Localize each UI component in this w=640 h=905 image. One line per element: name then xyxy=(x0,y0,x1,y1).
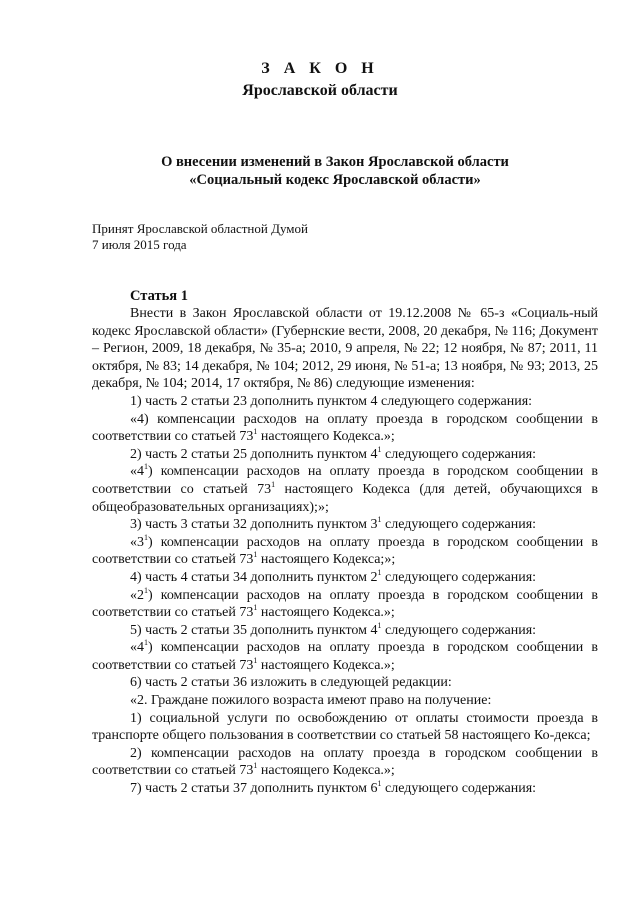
item-6-quote: «2. Граждане пожилого возраста имеют право на получение: xyxy=(130,693,492,709)
item-2: 2) часть 2 статьи 25 дополнить пунктом $4^1$ следующего содержания: xyxy=(130,444,537,462)
adopted-date: 7 июля 2015 года xyxy=(92,237,187,252)
article-body xyxy=(92,305,598,798)
item-5: 5) часть 2 статьи 35 дополнить пунктом $4^1$ следующего содержания: xyxy=(130,620,537,638)
subject-line-1: О внесении изменений в Закон Ярославской области xyxy=(161,154,509,170)
law-subject xyxy=(60,153,610,189)
subject-line-2: «Социальный кодекс Ярославской области» xyxy=(189,172,481,188)
item-3-quote: «$3^1$) компенсации расходов на оплату проезда в городском сообщении в соответствии со статьей $73^1$ настоящего Кодекса;»; xyxy=(92,532,598,568)
item-3: 3) часть 3 статьи 32 дополнить пунктом $3^1$ следующего содержания: xyxy=(130,515,537,533)
item-6-sub-1: 1) социальной услуги по освобождению от оплаты стоимости проезда в транспорте общего пользования в соответствии со статьей 58 настоящего Ко-декса; xyxy=(92,710,598,744)
item-1-quote: «4) компенсации расходов на оплату проезда в городском сообщении в соответствии со статьей $73^1$ настоящего Кодекса.»; xyxy=(92,411,598,445)
item-4: 4) часть 4 статьи 34 дополнить пунктом $2^1$ следующего содержания: xyxy=(130,567,537,585)
item-6: 6) часть 2 статьи 36 изложить в следующей редакции: xyxy=(130,675,452,691)
law-title: З А К О Н xyxy=(261,60,379,77)
article-heading: Статья 1 xyxy=(130,288,188,304)
region-title: Ярославской области xyxy=(242,82,398,99)
item-2-quote: «$4^1$) компенсации расходов на оплату проезда в городском сообщении в соответствии со статьей $73^1$ настоящего Кодекса (для детей, обучающихся в общеобразовательных организациях);»; xyxy=(92,462,598,515)
item-1: 1) часть 2 статьи 23 дополнить пунктом 4 следующего содержания: xyxy=(130,393,533,409)
adopted-by: Принят Ярославской областной Думой xyxy=(92,221,308,236)
item-6-sub-2: 2) компенсации расходов на оплату проезда в городском сообщении в соответствии со статьей $73^1$ настоящего Кодекса.»; xyxy=(92,745,598,779)
item-4-quote: «$2^1$) компенсации расходов на оплату проезда в городском сообщении в соответствии со статьей $73^1$ настоящего Кодекса.»; xyxy=(92,585,598,621)
item-7: 7) часть 2 статьи 37 дополнить пунктом $6^1$ следующего содержания: xyxy=(130,779,537,797)
item-5-quote: «$4^1$) компенсации расходов на оплату проезда в городском сообщении в соответствии со статьей $73^1$ настоящего Кодекса.»; xyxy=(92,638,598,673)
adoption-info xyxy=(92,221,308,253)
article-intro: Внести в Закон Ярославской области от 19.12.2008 № 65-з «Социаль-ный кодекс Ярославской области» (Губернские вести, 2008, 20 декабря, № 116; Документ – Регион, 2009, 18 декабря, № 35-а; 2010, 9 апреля, № 22; 12 ноября, № 87; 2011, 11 октября, № 83; 14 декабря, № 104; 2012, 29 июня, № 51-а; 13 ноября, № 93; 2013, 25 декабря, № 104; 2014, 17 октября, № 86) следующие изменения: xyxy=(92,306,598,392)
